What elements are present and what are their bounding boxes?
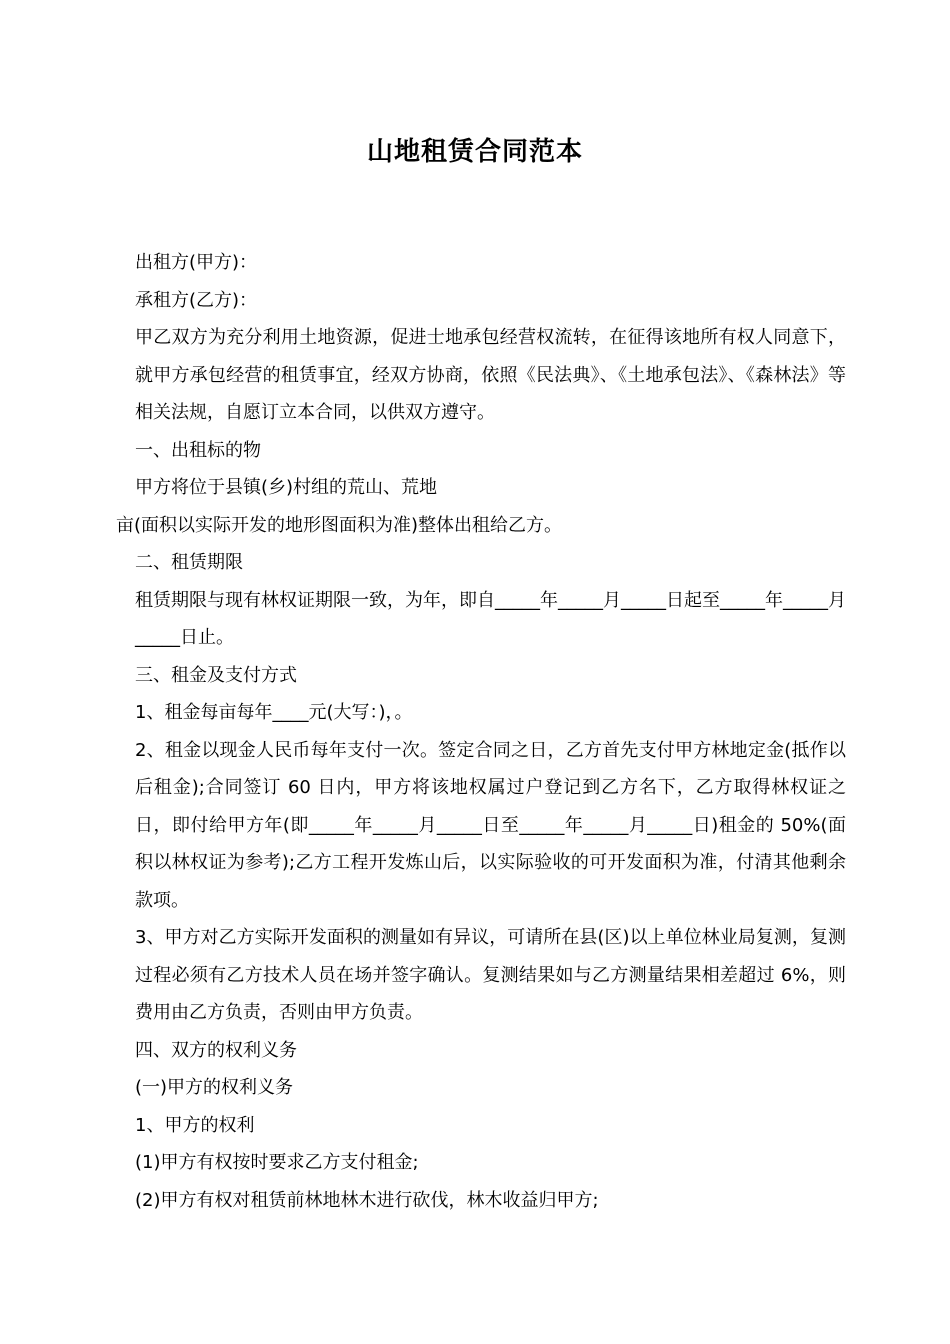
section-heading-4: 四、双方的权利义务 — [135, 1039, 297, 1061]
paragraph-area: 亩(面积以实际开发的地形图面积为准)整体出租给乙方。 — [116, 514, 563, 536]
paragraph-location: 甲方将位于县镇(乡)村组的荒山、荒地 — [135, 477, 438, 498]
lessee-line: 承租方(乙方)： — [135, 289, 258, 311]
clause-rent-3: 3、甲方对乙方实际开发面积的测量如有异议，可请所在县(区)以上单位林业局复测，复测过程必须有乙方技术人员在场并签字确认。复测结果如与乙方测量结果相差超过 6%，则费用由乙方负责，否则由甲方负责。 — [135, 927, 846, 1023]
section-heading-1: 一、出租标的物 — [135, 439, 261, 461]
item-lessor-rights: 1、甲方的权利 — [135, 1114, 255, 1136]
section-heading-2: 二、租赁期限 — [135, 552, 243, 573]
clause-rent-2: 2、租金以现金人民币每年支付一次。签定合同之日，乙方首先支付甲方林地定金(抵作以后租金);合同签订 60 日内，甲方将该地权属过户登记到乙方名下，乙方取得林权证之日，即付给甲方年(即_____年_____月_____日至_____年_____月_____日)租金的 50%(面积以林权证为参考);乙方工程开发炼山后，以实际验收的可开发面积为准，付清其他剩余款项。 — [135, 739, 846, 911]
list-item-right-1: (1)甲方有权按时要求乙方支付租金; — [135, 1152, 419, 1173]
clause-rent-1: 1、租金每亩每年____元(大写：)，。 — [135, 702, 413, 723]
subsection-heading-lessor: (一)甲方的权利义务 — [135, 1077, 294, 1098]
paragraph-term: 租赁期限与现有林权证期限一致，为年，即自_____年_____月_____日起至_____年_____月_____日止。 — [135, 589, 846, 648]
document-body — [116, 244, 846, 1219]
lessor-line: 出租方(甲方)： — [135, 252, 258, 273]
list-item-right-2: (2)甲方有权对租赁前林地林木进行砍伐，林木收益归甲方; — [135, 1189, 599, 1211]
document-title: 山地租赁合同范本 — [366, 137, 583, 167]
preamble-paragraph: 甲乙双方为充分利用土地资源，促进士地承包经营权流转，在征得该地所有权人同意下，就甲方承包经营的租赁事宜，经双方协商，依照《民法典》、《土地承包法》、《森林法》等相关法规，自愿订立本合同，以供双方遵守。 — [135, 327, 846, 423]
section-heading-3: 三、租金及支付方式 — [135, 664, 297, 686]
